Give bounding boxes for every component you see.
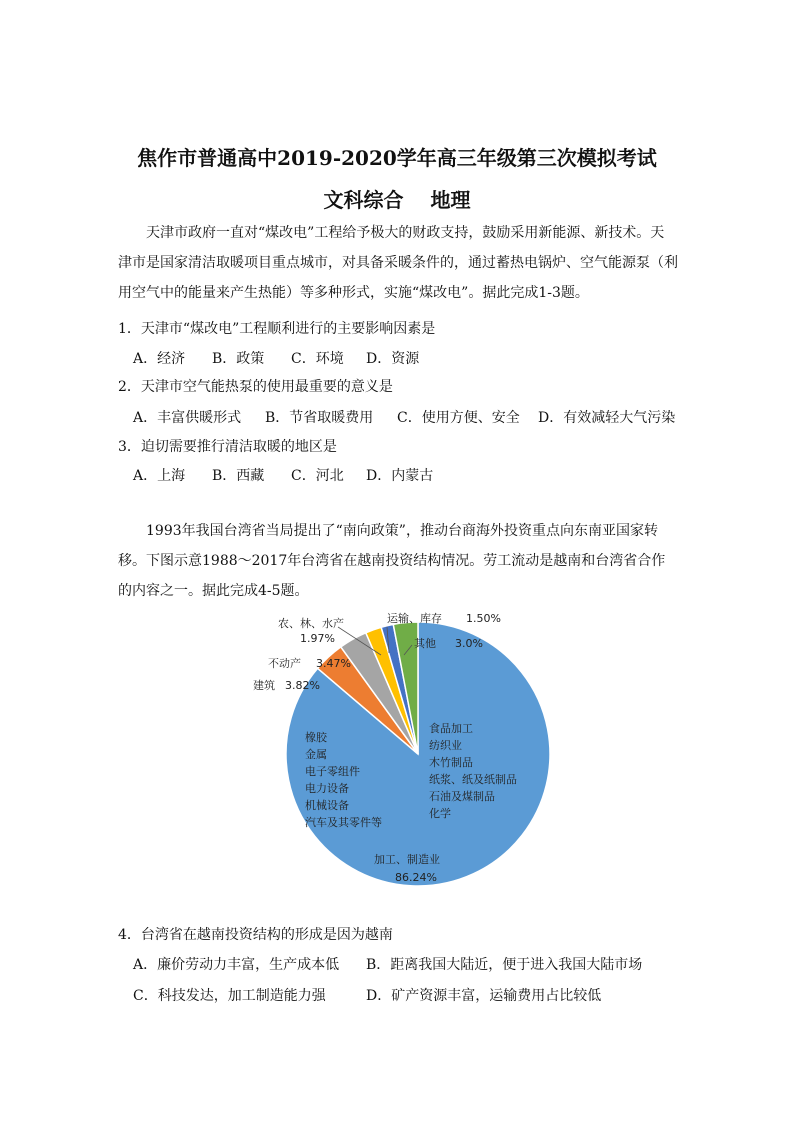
manufacturing-detail-right-3: 木竹制品 — [429, 756, 473, 769]
slice-label-construction-value: 3.82% — [285, 679, 320, 692]
manufacturing-detail-right-2: 纺织业 — [429, 739, 462, 752]
question-1-option-b: B．政策 — [212, 351, 265, 367]
slice-label-realestate-name: 不动产 — [268, 657, 301, 670]
question-2-stem: 2．天津市空气能热泵的使用最重要的意义是 — [118, 379, 393, 395]
passage-2: 1993年我国台湾省当局提出了“南向政策”，推动台商海外投资重点向东南亚国家转移。下图示意1988～2017年台湾省在越南投资结构情况。劳工流动是越南和台湾省合作的内容之一。据此完成4-5题。 — [118, 523, 666, 599]
question-2-option-b: B．节省取暖费用 — [265, 410, 374, 426]
slice-label-other-name: 其他 — [414, 637, 436, 650]
question-2-option-d: D．有效减轻大气污染 — [538, 410, 676, 426]
slice-label-manufacturing-name: 加工、制造业 — [374, 853, 440, 866]
question-4-option-b: B．距离我国大陆近，便于进入我国大陆市场 — [366, 957, 643, 973]
question-3-option-b: B．西藏 — [212, 468, 265, 484]
question-3-option-c: C．河北 — [291, 468, 344, 484]
manufacturing-detail-left-4: 电力设备 — [305, 782, 349, 795]
manufacturing-detail-left-1: 橡胶 — [305, 731, 327, 744]
slice-label-agriculture-name: 农、林、水产 — [278, 617, 344, 630]
slice-label-realestate-value: 3.47% — [316, 657, 351, 670]
passage-1: 天津市政府一直对“煤改电”工程给予极大的财政支持，鼓励采用新能源、新技术。天津市是国家清洁取暖项目重点城市，对具备采暖条件的，通过蓄热电锅炉、空气能源泵（利用空气中的能量来产生热能）等多种形式，实施“煤改电”。据此完成1-3题。 — [118, 225, 678, 301]
question-3-option-d: D．内蒙古 — [366, 468, 434, 484]
question-2-option-c: C．使用方便、安全 — [397, 410, 520, 426]
question-2-option-a: A．丰富供暖形式 — [133, 410, 242, 426]
question-4-stem: 4．台湾省在越南投资结构的形成是因为越南 — [118, 927, 393, 943]
manufacturing-detail-right-4: 纸浆、纸及纸制品 — [429, 773, 517, 786]
investment-structure-pie-chart — [0, 605, 794, 905]
manufacturing-detail-left-2: 金属 — [305, 748, 327, 761]
manufacturing-detail-left-3: 电子零组件 — [305, 765, 360, 778]
question-4-option-a: A．廉价劳动力丰富，生产成本低 — [133, 957, 340, 973]
slice-label-transport-value: 1.50% — [466, 612, 501, 625]
question-1-option-d: D．资源 — [366, 351, 420, 367]
slice-label-manufacturing-value: 86.24% — [395, 871, 437, 884]
manufacturing-detail-right-5: 石油及煤制品 — [429, 790, 495, 803]
question-3-stem: 3．迫切需要推行清洁取暖的地区是 — [118, 439, 337, 455]
slice-label-transport-name: 运输、库存 — [387, 612, 442, 625]
question-4-option-c: C．科技发达，加工制造能力强 — [133, 988, 326, 1004]
page-subtitle: 文科综合 地理 — [323, 188, 471, 212]
page-title: 焦作市普通高中2019-2020学年高三年级第三次模拟考试 — [137, 146, 657, 170]
slice-label-agriculture-value: 1.97% — [300, 632, 335, 645]
manufacturing-detail-right-1: 食品加工 — [429, 722, 473, 735]
question-4-option-d: D．矿产资源丰富，运输费用占比较低 — [366, 988, 602, 1004]
manufacturing-detail-left-6: 汽车及其零件等 — [305, 816, 382, 829]
slice-label-construction-name: 建筑 — [253, 679, 275, 692]
question-1-stem: 1．天津市“煤改电”工程顺利进行的主要影响因素是 — [118, 321, 436, 337]
slice-label-other-value: 3.0% — [455, 637, 483, 650]
question-1-option-c: C．环境 — [291, 351, 344, 367]
manufacturing-detail-right-6: 化学 — [429, 807, 451, 820]
manufacturing-detail-left-5: 机械设备 — [305, 799, 349, 812]
question-3-option-a: A．上海 — [133, 468, 186, 484]
question-1-option-a: A．经济 — [133, 351, 186, 367]
